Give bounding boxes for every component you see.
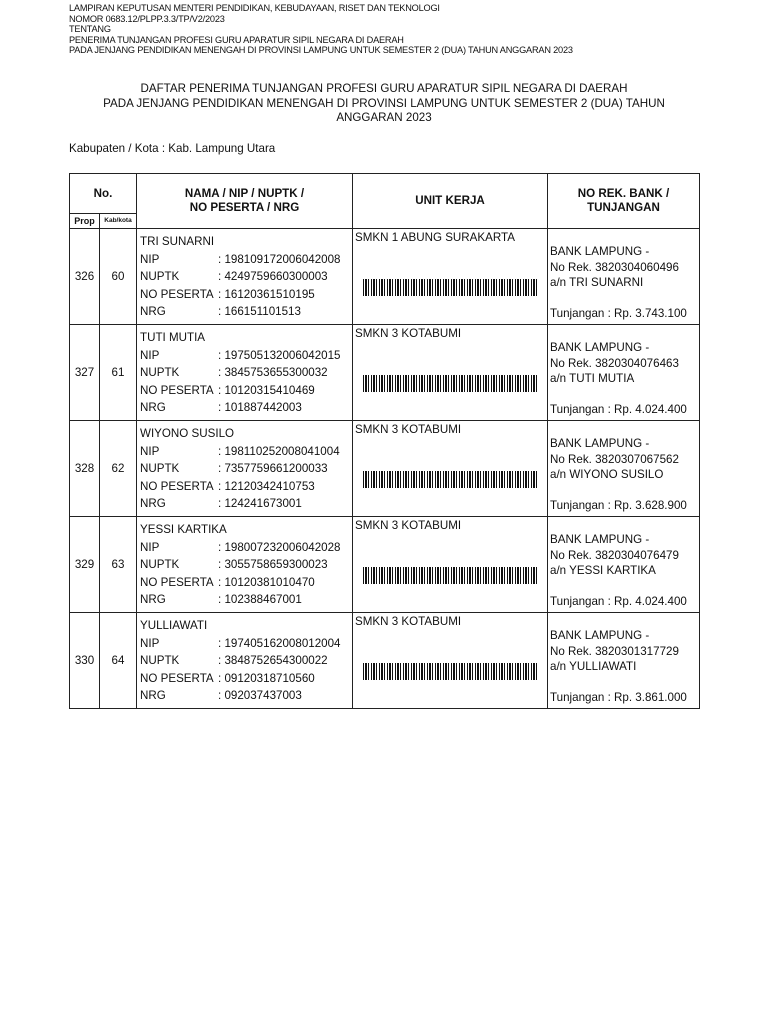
- kabupaten-label: Kabupaten / Kota : Kab. Lampung Utara: [69, 142, 276, 155]
- peserta-value: : 09120318710560: [218, 671, 315, 685]
- tunjangan-amount: Tunjangan : Rp. 3.628.900: [550, 498, 687, 512]
- account-holder: a/n YULLIAWATI: [550, 660, 637, 673]
- account-number: No Rek. 3820304076479: [550, 548, 679, 562]
- header-no: No.: [70, 174, 137, 214]
- recipient-name: TRI SUNARNI: [140, 235, 215, 248]
- header-unit: UNIT KERJA: [353, 174, 548, 229]
- peserta-label: NO PESERTA: [140, 383, 214, 397]
- nuptk-value: : 4249759660300003: [218, 270, 328, 284]
- unit-kerja-cell: [353, 421, 548, 517]
- kab-number: 63: [100, 517, 137, 613]
- recipient-name: YESSI KARTIKA: [140, 523, 227, 536]
- nip-label: NIP: [140, 636, 160, 650]
- nrg-label: NRG: [140, 401, 166, 415]
- bank-cell: [548, 229, 700, 325]
- nrg-value: : 102388467001: [218, 593, 302, 607]
- nip-value: : 197505132006042015: [218, 348, 341, 362]
- peserta-value: : 16120361510195: [218, 287, 315, 301]
- nuptk-label: NUPTK: [140, 558, 180, 572]
- unit-kerja: SMKN 3 KOTABUMI: [355, 423, 462, 436]
- header-line: NOMOR 0683.12/PLPP.3.3/TP/V2/2023: [69, 13, 225, 24]
- account-number: No Rek. 3820301317729: [550, 644, 679, 658]
- prop-number: 327: [70, 325, 100, 421]
- header-bank-line1: NO REK. BANK /: [577, 187, 670, 200]
- recipient-info: [137, 421, 353, 517]
- nip-label: NIP: [140, 348, 160, 362]
- peserta-label: NO PESERTA: [140, 671, 214, 685]
- barcode-image: [363, 663, 537, 680]
- barcode-image: [363, 567, 537, 584]
- peserta-label: NO PESERTA: [140, 479, 214, 493]
- account-holder: a/n TUTI MUTIA: [550, 372, 635, 385]
- header-bank: [548, 174, 700, 229]
- bank-name: BANK LAMPUNG -: [550, 533, 650, 546]
- barcode-image: [363, 471, 537, 488]
- unit-kerja-cell: [353, 613, 548, 709]
- nrg-label: NRG: [140, 689, 166, 703]
- nrg-value: : 101887442003: [218, 401, 302, 415]
- nrg-label: NRG: [140, 497, 166, 511]
- table-row: [70, 517, 700, 613]
- unit-kerja: SMKN 3 KOTABUMI: [355, 615, 462, 628]
- barcode-image: [363, 279, 537, 296]
- table-row: [70, 325, 700, 421]
- nip-value: : 198110252008041004: [218, 444, 340, 458]
- bank-cell: [548, 325, 700, 421]
- recipient-info: [137, 517, 353, 613]
- nrg-label: NRG: [140, 305, 166, 319]
- nip-label: NIP: [140, 252, 160, 266]
- peserta-label: NO PESERTA: [140, 575, 214, 589]
- table-row: [70, 613, 700, 709]
- bank-name: BANK LAMPUNG -: [550, 341, 650, 354]
- account-number: No Rek. 3820304076463: [550, 356, 679, 370]
- unit-kerja: SMKN 1 ABUNG SURAKARTA: [355, 231, 515, 244]
- prop-number: 328: [70, 421, 100, 517]
- kab-number: 62: [100, 421, 137, 517]
- header-bank-line2: TUNJANGAN: [587, 201, 660, 214]
- document-title: [69, 82, 699, 126]
- header-kab: Kab/kota: [100, 214, 137, 229]
- tunjangan-amount: Tunjangan : Rp. 3.861.000: [550, 690, 687, 704]
- table-row: [70, 421, 700, 517]
- recipient-name: TUTI MUTIA: [140, 331, 206, 344]
- nrg-label: NRG: [140, 593, 166, 607]
- prop-number: 329: [70, 517, 100, 613]
- bank-name: BANK LAMPUNG -: [550, 245, 650, 258]
- nip-value: : 198007232006042028: [218, 540, 341, 554]
- header-line: PADA JENJANG PENDIDIKAN MENENGAH DI PROVINSI LAMPUNG UNTUK SEMESTER 2 (DUA) TAHUN ANGGARAN 2023: [69, 45, 573, 56]
- recipient-info: [137, 613, 353, 709]
- nip-value: : 197405162008012004: [218, 636, 341, 650]
- bank-name: BANK LAMPUNG -: [550, 437, 650, 450]
- header-nama-line2: NO PESERTA / NRG: [189, 201, 300, 214]
- nuptk-label: NUPTK: [140, 654, 180, 668]
- unit-kerja-cell: [353, 325, 548, 421]
- peserta-label: NO PESERTA: [140, 287, 214, 301]
- kab-number: 61: [100, 325, 137, 421]
- nip-label: NIP: [140, 540, 160, 554]
- table-row: [70, 229, 700, 325]
- account-holder: a/n YESSI KARTIKA: [550, 564, 656, 577]
- unit-kerja: SMKN 3 KOTABUMI: [355, 519, 462, 532]
- tunjangan-amount: Tunjangan : Rp. 4.024.400: [550, 594, 687, 608]
- nuptk-value: : 3055758659300023: [218, 558, 328, 572]
- recipients-table: [69, 173, 700, 709]
- bank-name: BANK LAMPUNG -: [550, 629, 650, 642]
- tunjangan-amount: Tunjangan : Rp. 3.743.100: [550, 306, 687, 320]
- peserta-value: : 10120381010470: [218, 575, 315, 589]
- title-line: ANGGARAN 2023: [336, 111, 432, 125]
- recipient-info: [137, 325, 353, 421]
- nuptk-value: : 3848752654300022: [218, 654, 328, 668]
- nip-label: NIP: [140, 444, 160, 458]
- page-footer-fade: [46, 1016, 726, 1024]
- kab-number: 64: [100, 613, 137, 709]
- account-number: No Rek. 3820304060496: [550, 260, 679, 274]
- nrg-value: : 166151101513: [218, 305, 301, 319]
- nip-value: : 198109172006042008: [218, 252, 341, 266]
- unit-kerja: SMKN 3 KOTABUMI: [355, 327, 462, 340]
- tunjangan-amount: Tunjangan : Rp. 4.024.400: [550, 402, 687, 416]
- nuptk-value: : 3845753655300032: [218, 366, 328, 380]
- nuptk-label: NUPTK: [140, 270, 180, 284]
- recipient-info: [137, 229, 353, 325]
- nuptk-label: NUPTK: [140, 462, 180, 476]
- recipient-name: WIYONO SUSILO: [140, 427, 235, 440]
- prop-number: 330: [70, 613, 100, 709]
- unit-kerja-cell: [353, 229, 548, 325]
- account-holder: a/n WIYONO SUSILO: [550, 468, 664, 481]
- nrg-value: : 124241673001: [218, 497, 302, 511]
- header-nama: [137, 174, 353, 229]
- account-number: No Rek. 3820307067562: [550, 452, 679, 466]
- title-line: PADA JENJANG PENDIDIKAN MENENGAH DI PROVINSI LAMPUNG UNTUK SEMESTER 2 (DUA) TAHUN: [103, 96, 665, 110]
- header-prop: Prop: [70, 214, 100, 229]
- barcode-image: [363, 375, 537, 392]
- kab-number: 60: [100, 229, 137, 325]
- peserta-value: : 12120342410753: [218, 479, 315, 493]
- header-line: TENTANG: [69, 24, 111, 35]
- header-line: LAMPIRAN KEPUTUSAN MENTERI PENDIDIKAN, KEBUDAYAAN, RISET DAN TEKNOLOGI: [69, 3, 440, 13]
- bank-cell: [548, 517, 700, 613]
- nuptk-value: : 7357759661200033: [218, 462, 328, 476]
- bank-cell: [548, 613, 700, 709]
- header-line: PENERIMA TUNJANGAN PROFESI GURU APARATUR SIPIL NEGARA DI DAERAH: [69, 34, 404, 45]
- peserta-value: : 10120315410469: [218, 383, 315, 397]
- document-header: [69, 3, 573, 56]
- unit-kerja-cell: [353, 517, 548, 613]
- nrg-value: : 092037437003: [218, 689, 302, 703]
- prop-number: 326: [70, 229, 100, 325]
- recipient-name: YULLIAWATI: [140, 619, 208, 632]
- header-nama-line1: NAMA / NIP / NUPTK /: [184, 187, 305, 200]
- bank-cell: [548, 421, 700, 517]
- nuptk-label: NUPTK: [140, 366, 180, 380]
- title-line: DAFTAR PENERIMA TUNJANGAN PROFESI GURU APARATUR SIPIL NEGARA DI DAERAH: [140, 82, 628, 95]
- account-holder: a/n TRI SUNARNI: [550, 276, 644, 289]
